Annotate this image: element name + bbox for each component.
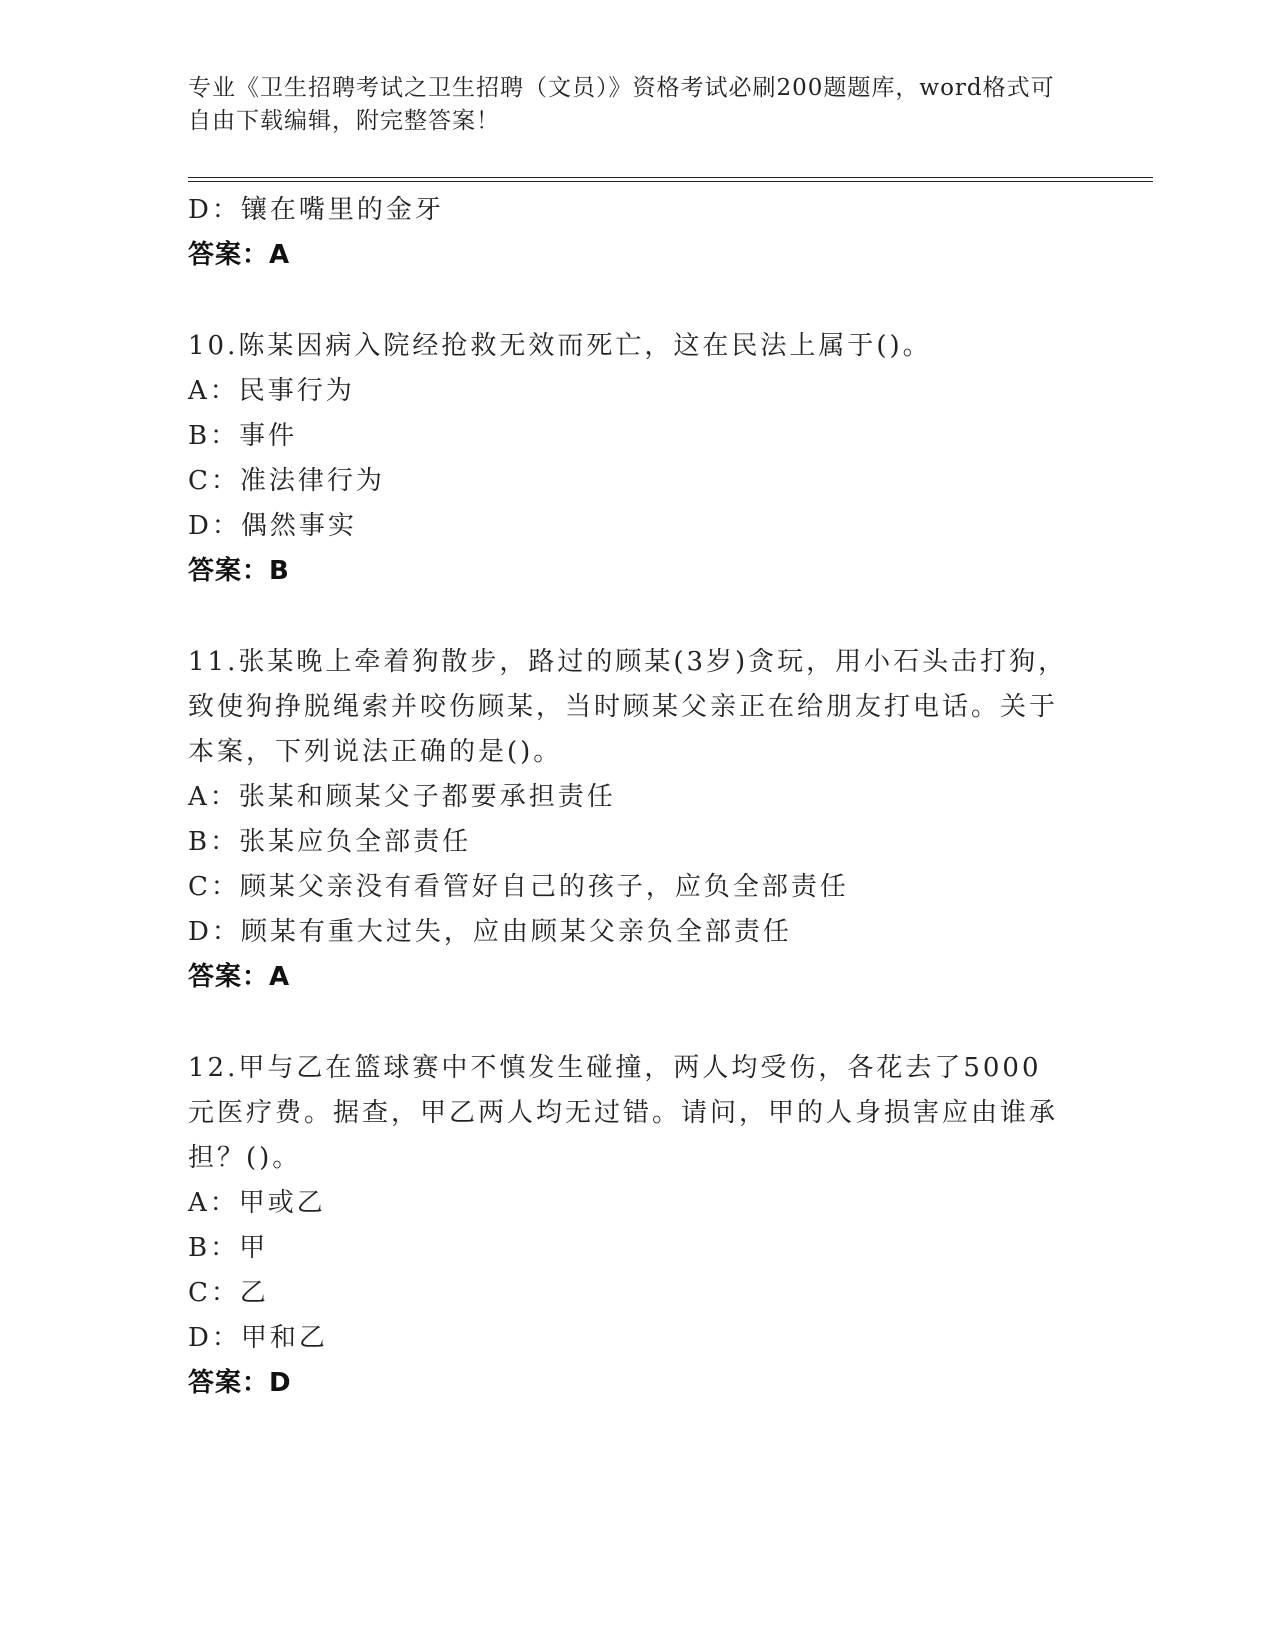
option-d: D：甲和乙 <box>188 1323 328 1353</box>
document-header <box>188 72 1068 138</box>
option-d: D：偶然事实 <box>188 511 357 541</box>
option-c: C：乙 <box>188 1278 269 1308</box>
answer-line: 答案：A <box>188 240 291 270</box>
question-fragment <box>188 188 1068 278</box>
question-10 <box>188 324 1068 594</box>
answer-line: 答案：A <box>188 962 291 992</box>
option-c: C：顾某父亲没有看管好自己的孩子，应负全部责任 <box>188 872 849 902</box>
header-rule-bottom <box>188 181 1153 182</box>
question-11 <box>188 640 1068 1000</box>
option-b: B：甲 <box>188 1233 269 1263</box>
header-title: 专业《卫生招聘考试之卫生招聘（文员）》资格考试必刷200题题库，word格式可自由下载编辑，附完整答案！ <box>188 75 1055 134</box>
document-body <box>188 188 1068 1406</box>
question-stem: 10.陈某因病入院经抢救无效而死亡，这在民法上属于()。 <box>188 331 932 361</box>
option-d: D：镶在嘴里的金牙 <box>188 195 444 225</box>
option-b: B：张某应负全部责任 <box>188 827 472 857</box>
option-a: A：张某和顾某父子都要承担责任 <box>188 782 616 812</box>
question-stem: 11.张某晚上牵着狗散步，路过的顾某(3岁)贪玩，用小石头击打狗，致使狗挣脱绳索并咬伤顾某，当时顾某父亲正在给朋友打电话。关于本案，下列说法正确的是()。 <box>188 647 1068 767</box>
option-d: D：顾某有重大过失，应由顾某父亲负全部责任 <box>188 917 792 947</box>
answer-line: 答案：D <box>188 1368 292 1398</box>
header-rule-top <box>188 177 1153 178</box>
option-a: A：甲或乙 <box>188 1188 326 1218</box>
option-a: A：民事行为 <box>188 376 355 406</box>
question-stem: 12.甲与乙在篮球赛中不慎发生碰撞，两人均受伤，各花去了5000元医疗费。据查，甲乙两人均无过错。请问，甲的人身损害应由谁承担？()。 <box>188 1053 1059 1173</box>
question-12 <box>188 1046 1068 1406</box>
option-b: B：事件 <box>188 421 298 451</box>
option-c: C：准法律行为 <box>188 466 385 496</box>
answer-line: 答案：B <box>188 556 290 586</box>
